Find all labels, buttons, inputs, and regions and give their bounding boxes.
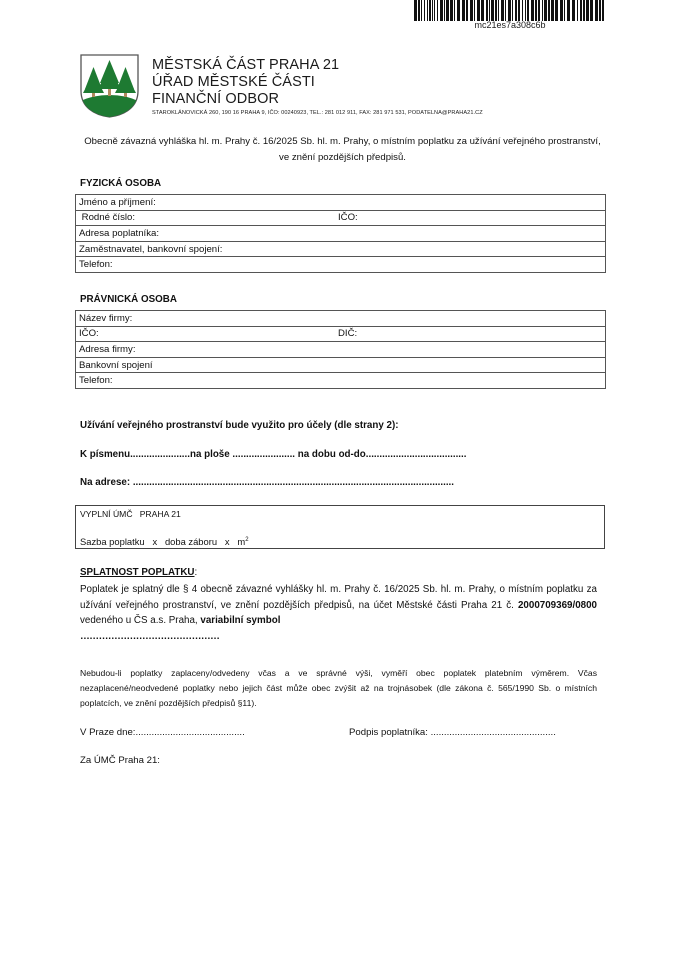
barcode-bar xyxy=(567,0,570,21)
barcode-bar xyxy=(418,0,420,21)
payment-due-text xyxy=(80,582,597,644)
barcode-bar xyxy=(432,0,433,21)
field-employer-bank[interactable]: Zaměstnavatel, bankovní spojení: xyxy=(79,243,223,255)
barcode-bar xyxy=(595,0,598,21)
section-title-legal-entity: PRÁVNICKÁ OSOBA xyxy=(80,294,177,305)
payment-due-heading: SPLATNOST POPLATKU xyxy=(80,567,195,578)
barcode-bar xyxy=(518,0,520,21)
barcode-bar xyxy=(450,0,453,21)
form-row xyxy=(76,195,606,211)
form-row xyxy=(76,241,606,257)
office-use-title: VYPLNÍ ÚMČ PRAHA 21 xyxy=(80,509,181,519)
barcode-bar xyxy=(498,0,499,21)
payment-due-text-1: Poplatek je splatný dle § 4 obecně závazné vyhlášky hl. m. Prahy č. 16/2025 Sb. hl. m. Prahy, o místním poplatku za užívání veřejného prostranství, ve znění pozdějších předpisů, na účet Městské části Praha 21 č. xyxy=(80,584,597,611)
barcode-bar xyxy=(551,0,554,21)
barcode-bar xyxy=(527,0,529,21)
header-address: STAROKLÁNOVICKÁ 260, 190 16 PRAHA 9, IČO: 00240923, TEL.: 281 012 911, FAX: 281 971 531, PODATELNA@PRAHA21.CZ xyxy=(152,110,483,116)
bank-account: 2000709369/0800 xyxy=(517,599,597,611)
legal-entity-form xyxy=(75,310,606,389)
form-row xyxy=(76,226,606,242)
barcode-bar xyxy=(544,0,547,21)
barcode-bar xyxy=(495,0,497,21)
fee-formula xyxy=(80,536,249,547)
barcode-bar xyxy=(421,0,422,21)
form-row xyxy=(76,373,606,389)
barcode-bar xyxy=(466,0,468,21)
barcode-bar xyxy=(572,0,575,21)
barcode-bar xyxy=(525,0,526,21)
field-company-phone[interactable]: Telefon: xyxy=(79,375,113,387)
barcode-bar xyxy=(548,0,550,21)
barcode-bar xyxy=(424,0,425,21)
form-row xyxy=(76,357,606,373)
barcode-bar xyxy=(429,0,431,21)
barcode-bar xyxy=(586,0,589,21)
barcode-bar xyxy=(515,0,517,21)
barcode-bar xyxy=(434,0,435,21)
barcode-bar xyxy=(501,0,504,21)
payment-due-text-2: vedeného u ČS a.s. Praha, xyxy=(80,615,201,626)
barcode-bar xyxy=(535,0,537,21)
barcode-bar xyxy=(522,0,523,21)
barcode-bar xyxy=(599,0,601,21)
barcode-bar xyxy=(505,0,506,21)
barcode-bar xyxy=(481,0,484,21)
usage-address-field[interactable]: Na adrese: ...................................................................................................................... xyxy=(80,477,455,488)
payment-due-title xyxy=(80,567,197,578)
late-payment-notice: Nebudou-li poplatky zaplaceny/odvedeny včas a ve správné výši, vyměří obec poplatek platebním výměrem. Včas nezaplacené/neodvedené poplatky nebo jejich část může obec zvýšit až na trojnásobek (dle zákona č. 565/1990 Sb. o místních poplatcích, ve znění pozdějších předpisů §11). xyxy=(80,668,597,709)
barcode-bar xyxy=(590,0,593,21)
intro-text: Obecně závazná vyhláška hl. m. Prahy č. 16/2025 Sb. hl. m. Prahy, o místním poplatku za užívání veřejného prostranství, ve znění pozdějších předpisů. xyxy=(84,136,601,163)
field-company-bank[interactable]: Bankovní spojení xyxy=(79,359,153,371)
field-dic[interactable]: DIČ: xyxy=(338,328,358,340)
barcode-bar xyxy=(602,0,604,21)
field-address[interactable]: Adresa poplatníka: xyxy=(79,227,160,239)
barcode-bar xyxy=(538,0,540,21)
office-use-box xyxy=(75,505,605,549)
payment-due-colon: : xyxy=(194,567,198,578)
barcode-bar xyxy=(437,0,438,21)
usage-title: Užívání veřejného prostranství bude využito pro účely (dle strany 2): xyxy=(80,420,399,431)
barcode-bar xyxy=(583,0,585,21)
form-row xyxy=(76,311,606,327)
barcode xyxy=(414,0,606,21)
form-row xyxy=(76,342,606,358)
barcode-bar xyxy=(427,0,428,21)
header-office: ÚŘAD MĚSTSKÉ ČÁSTI xyxy=(152,74,315,90)
fee-formula-text: Sazba poplatku x doba záboru x m xyxy=(80,536,246,547)
signature-field[interactable]: Podpis poplatníka: ............................................... xyxy=(349,727,556,738)
barcode-bar xyxy=(489,0,490,21)
field-phone[interactable]: Telefon: xyxy=(79,259,113,271)
variable-symbol-label: variabilní symbol xyxy=(200,615,281,626)
barcode-bar xyxy=(577,0,578,21)
barcode-bar xyxy=(470,0,473,21)
fee-formula-sup: 2 xyxy=(245,536,249,543)
barcode-bar xyxy=(477,0,480,21)
barcode-bar xyxy=(542,0,543,21)
form-row xyxy=(76,326,606,342)
variable-symbol-field[interactable]: ……………………………………… xyxy=(80,630,220,642)
form-row xyxy=(76,210,606,226)
barcode-bar xyxy=(457,0,460,21)
coat-of-arms-trees-icon xyxy=(79,53,140,119)
barcode-bar xyxy=(444,0,445,21)
barcode-bar xyxy=(564,0,565,21)
barcode-bar xyxy=(580,0,582,21)
barcode-bar xyxy=(414,0,417,21)
usage-letter-area-period-field[interactable]: K písmenu......................na ploše ....................... na dobu od-do..................................... xyxy=(80,449,467,460)
barcode-bar xyxy=(555,0,558,21)
office-signature-label: Za ÚMČ Praha 21: xyxy=(80,755,160,766)
barcode-bar xyxy=(440,0,443,21)
field-ico[interactable]: IČO: xyxy=(338,212,358,224)
header-department: FINANČNÍ ODBOR xyxy=(152,91,280,107)
barcode-bar xyxy=(446,0,449,21)
barcode-bar xyxy=(486,0,488,21)
field-birth-number[interactable]: Rodné číslo: xyxy=(79,212,135,224)
header-municipality: MĚSTSKÁ ČÁST PRAHA 21 xyxy=(152,57,340,73)
barcode-bar xyxy=(491,0,494,21)
barcode-bar xyxy=(560,0,563,21)
field-name[interactable]: Jméno a příjmení: xyxy=(79,196,156,208)
field-company-ico[interactable]: IČO: xyxy=(79,328,99,340)
barcode-bar xyxy=(508,0,511,21)
barcode-bar xyxy=(454,0,455,21)
section-title-natural-person: FYZICKÁ OSOBA xyxy=(80,178,162,189)
barcode-bar xyxy=(512,0,513,21)
date-field[interactable]: V Praze dne:......................................... xyxy=(80,727,245,738)
field-company-address[interactable]: Adresa firmy: xyxy=(79,343,136,355)
barcode-code: mc21es7a308c6b xyxy=(474,20,546,30)
field-company-name[interactable]: Název firmy: xyxy=(79,312,133,324)
barcode-bar xyxy=(462,0,465,21)
barcode-bar xyxy=(474,0,475,21)
form-row xyxy=(76,257,606,273)
barcode-bar xyxy=(531,0,534,21)
natural-person-form xyxy=(75,194,606,273)
